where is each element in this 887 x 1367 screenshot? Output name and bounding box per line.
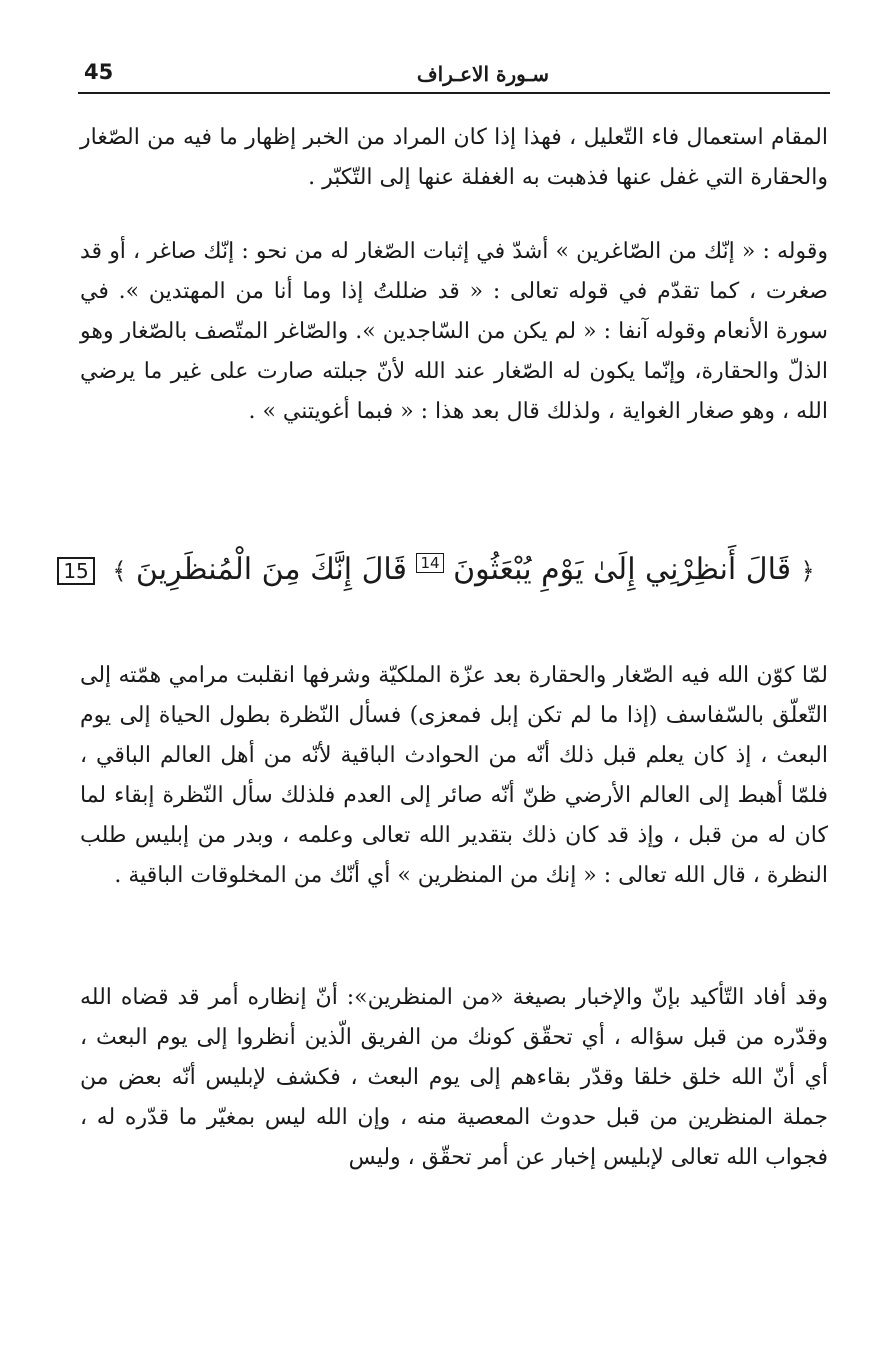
paragraph-4: وقد أفاد التّأكيد بإنّ والإخبار بصيغة «من المنظرين»: أنّ إنظاره أمر قد قضاه الله وقدّره من قبل سؤاله ، أي تحقّق كونك من الفريق الّذين أنظروا إلى يوم البعث ، أي أنّ الله خلق خلقا وقدّر بقاءهم إلى يوم البعث ، فكشف لإبليس أنّه بعض من جملة المنظرين من قبل حدوث المعصية منه ، وإن الله ليس بمغيّر ما قدّره له ، فجواب الله تعالى لإبليس إخبار عن أمر تحقّق ، وليس	[80, 985, 828, 1170]
paragraph-3: لمّا كوّن الله فيه الصّغار والحقارة بعد عزّة الملكيّة وشرفها انقلبت مرامي همّته إلى التّعلّق بالسّفاسف (إذا ما لم تكن إبل فمعزى) فسأل النّظرة بطول الحياة إلى يوم البعث ، إذ كان يعلم قبل ذلك أنّه من الحوادث الباقية لأنّه من أهل العالم الباقي ، فلمّا أهبط إلى العالم الأرضي ظنّ أنّه صائر إلى العدم فلذلك سأل النّظرة إبقاء لما كان له من قبل ، وإذ قد كان ذلك بتقدير الله تعالى وعلمه ، وبدر من إبليس طلب النظرة ، قال الله تعالى : « إنك من المنظرين » أي أنّك من المخلوقات الباقية .	[80, 663, 828, 888]
paragraph-2: وقوله : « إنّك من الصّاغرين » أشدّ في إثبات الصّغار له من نحو : إنّك صاغر ، أو قد صغرت ، كما تقدّم في قوله تعالى : « قد ضللتُ إذا وما أنا من المهتدين ». في سورة الأنعام وقوله آنفا : « لم يكن من السّاجدين ». والصّاغر المتّصف بالصّغار وهو الذلّ والحقارة، وإنّما يكون له الصّغار عند الله لأنّ جبلته صارت على غير ما يرضي الله ، وهو صغار الغواية ، ولذلك قال بعد هذا : « فبما أغويتني » .	[80, 239, 828, 424]
running-title: سـورة الاعـراف	[416, 62, 550, 86]
page-number: 45	[84, 60, 114, 84]
paragraph-1: المقام استعمال فاء التّعليل ، فهذا إذا كان المراد من الخبر إظهار ما فيه من الصّغار والحقارة التي غفل عنها فذهبت به الغفلة عنها إلى التّكبّر .	[80, 125, 828, 190]
verse-number-2: 15	[57, 557, 94, 585]
verse-part-1: قَالَ أَنظِرْنِي إِلَىٰ يَوْمِ يُبْعَثُونَ	[453, 552, 792, 587]
verse-number-1: 14	[416, 553, 443, 573]
header-rule	[78, 92, 830, 94]
verse-part-2: قَالَ إِنَّكَ مِنَ الْمُنظَرِينَ	[135, 552, 407, 587]
verse-close-ornament: ﴾	[112, 557, 127, 585]
page-header	[78, 58, 830, 96]
verse-open-ornament: ﴿	[800, 557, 815, 585]
quran-verse	[40, 542, 832, 598]
